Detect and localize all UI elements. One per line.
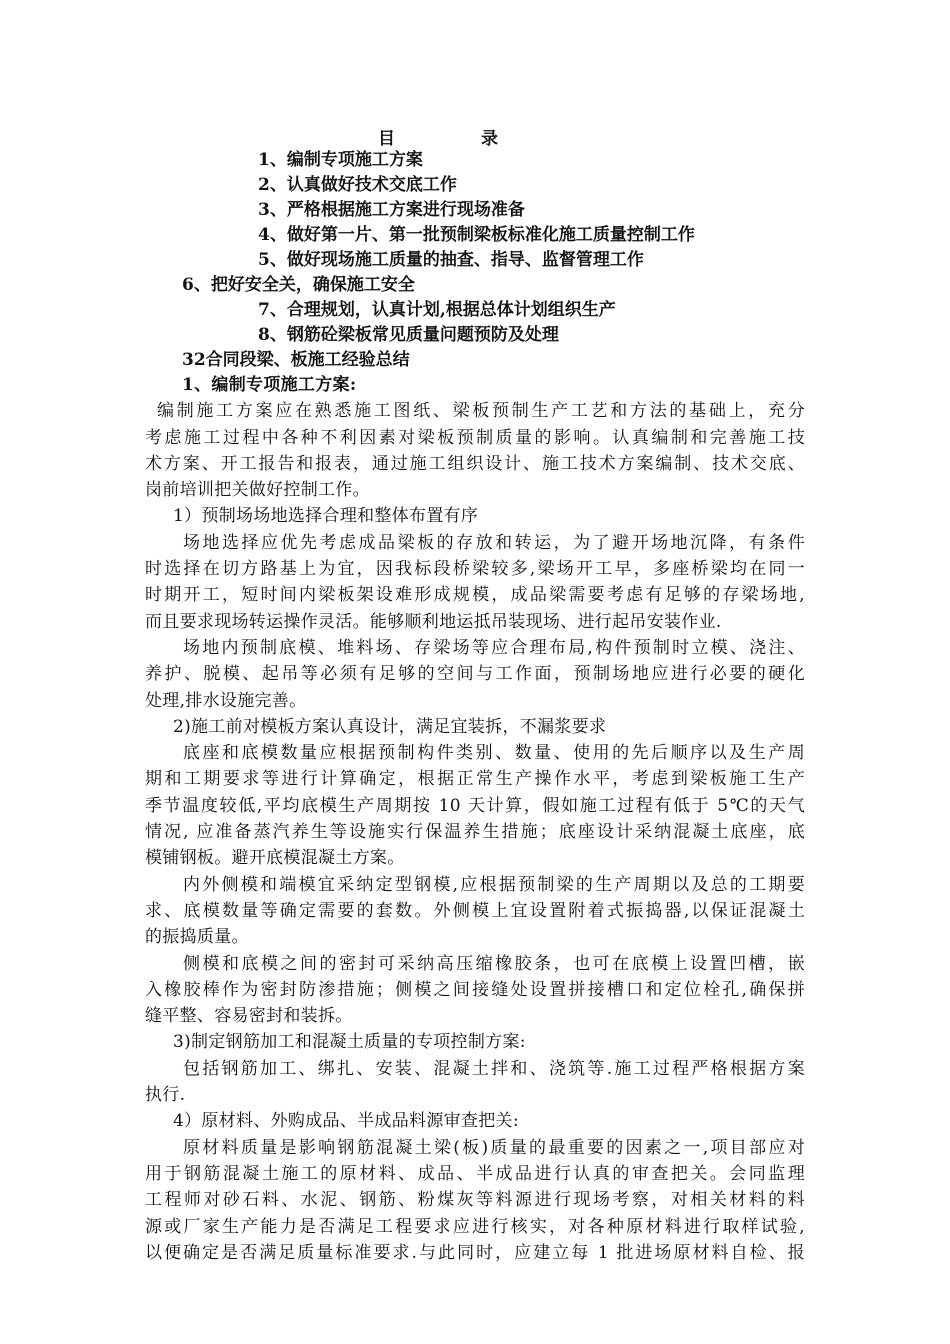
section-heading: 1、编制专项施工方案: [182,375,357,395]
paragraph-line: 工程师对砂石料、水泥、钢筋、粉煤灰等料源进行现场考察，对相关材料的料 [145,1190,805,1211]
paragraph-line: 季节温度较低,平均底模生产周期按 10 天计算，假如施工过程有低于 5℃的天气 [145,795,805,816]
paragraph-line: 而且要求现场转运操作灵活。能够顺利地运抵吊装现场、进行起吊安装作业. [145,611,722,632]
paragraph-line: 侧模和底模之间的密封可采纳高压缩橡胶条，也可在底模上设置凹槽，嵌 [183,953,805,974]
paragraph-line: 场地选择应优先考虑成品梁板的存放和转运，为了避开场地沉降，有条件 [183,532,805,553]
paragraph-seal [145,951,805,1030]
paragraph-line: 源或厂家生产能力是否满足工程要求应进行核实，对各种原材料进行取样试验, [145,1216,805,1237]
paragraph-line: 养护、脱模、起吊等必须有足够的空间与工作面，预制场地应进行必要的硬化 [145,664,805,685]
paragraph-line: 用于钢筋混凝土施工的原材料、成品、半成品进行认真的审查把关。会同监理 [145,1163,805,1184]
paragraph-line: 期和工期要求等进行计算确定，根据正常生产操作水平，考虑到梁板施工生产 [145,769,805,790]
toc-item-3: 3、严格根据施工方案进行现场准备 [258,200,525,220]
paragraph-intro [145,398,805,503]
toc-title-char-2: 录 [481,129,498,149]
paragraph-side-form [145,872,805,951]
paragraph-line: 情况, 应准备蒸汽养生等设施实行保温养生措施；底座设计采纳混凝土底座，底 [145,822,805,843]
toc-item-summary: 32合同段梁、板施工经验总结 [182,350,410,370]
toc-item-6: 6、把好安全关，确保施工安全 [182,275,415,295]
toc-item-2: 2、认真做好技术交底工作 [258,175,457,195]
paragraph-line: 时期开工，短时间内梁板架设难形成规模，成品梁需要考虑有足够的存梁场地, [145,585,805,606]
paragraph-line: 原材料质量是影响钢筋混凝土梁(板)质量的最重要的因素之一,项目部应对 [183,1137,805,1158]
subsection-title-2: 2)施工前对模板方案认真设计，满足宜装拆，不漏浆要求 [173,716,607,737]
paragraph-line: 考虑施工过程中各种不利因素对梁板预制质量的影响。认真编制和完善施工技 [145,427,805,448]
subsection-title-1: 1）预制场场地选择合理和整体布置有序 [173,506,479,527]
paragraph-line: 处理,排水设施完善。 [145,690,307,711]
subsection-title-4: 4）原材料、外购成品、半成品料源审查把关: [173,1111,519,1132]
paragraph-line: 包括钢筋加工、绑扎、安装、混凝土拌和、浇筑等.施工过程严格根据方案 [183,1058,805,1079]
toc-item-8: 8、钢筋砼梁板常见质量问题预防及处理 [258,325,559,345]
paragraph-line: 底座和底模数量应根据预制构件类别、数量、使用的先后顺序以及生产周 [183,743,805,764]
paragraph-line: 时选择在切方路基上为宜，因我标段桥梁较多,梁场开工早，多座桥梁均在同一 [145,559,805,580]
document-body [145,372,805,1266]
paragraph-site-layout [145,635,805,714]
toc-item-1: 1、编制专项施工方案 [258,150,423,170]
toc-title-char-1: 目 [378,129,395,149]
paragraph-line: 术方案、开工报告和报表，通过施工组织设计、施工技术方案编制、技术交底、 [145,453,805,474]
table-of-contents [0,148,950,373]
paragraph-line: 以便确定是否满足质量标准要求.与此同时，应建立每 1 批进场原材料自检、报 [145,1242,805,1263]
toc-item-4: 4、做好第一片、第一批预制梁板标准化施工质量控制工作 [258,225,695,245]
paragraph-line: 场地内预制底模、堆料场、存梁场等应合理布局,构件预制时立模、浇注、 [183,637,805,658]
paragraph-bottom-form [145,740,805,871]
paragraph-line: 执行. [145,1085,186,1106]
paragraph-line: 求、底模数量等确定需要的套数。外侧模上宜设置附着式振捣器,以保证混凝土 [145,900,805,921]
paragraph-line: 的振捣质量。 [145,927,249,948]
paragraph-materials [145,1135,805,1266]
paragraph-line: 内外侧模和端模宜采纳定型钢模,应根据预制梁的生产周期以及总的工期要 [183,874,805,895]
toc-item-7: 7、合理规划，认真计划,根据总体计划组织生产 [258,300,616,320]
toc-item-5: 5、做好现场施工质量的抽查、指导、监督管理工作 [258,250,644,270]
paragraph-line: 编制施工方案应在熟悉施工图纸、梁板预制生产工艺和方法的基础上，充分 [157,401,805,422]
subsection-title-3: 3)制定钢筋加工和混凝土质量的专项控制方案: [173,1032,526,1053]
paragraph-site-selection [145,530,805,635]
paragraph-line: 模铺钢板。避开底模混凝土方案。 [145,848,405,869]
paragraph-line: 入橡胶棒作为密封防渗措施；侧模之间接缝处设置拼接槽口和定位栓孔,确保拼 [145,979,805,1000]
paragraph-line: 缝平整、容易密封和装拆。 [145,1006,353,1027]
paragraph-line: 岗前培训把关做好控制工作。 [145,480,370,501]
paragraph-rebar-concrete [145,1056,805,1109]
toc-title [378,124,498,149]
